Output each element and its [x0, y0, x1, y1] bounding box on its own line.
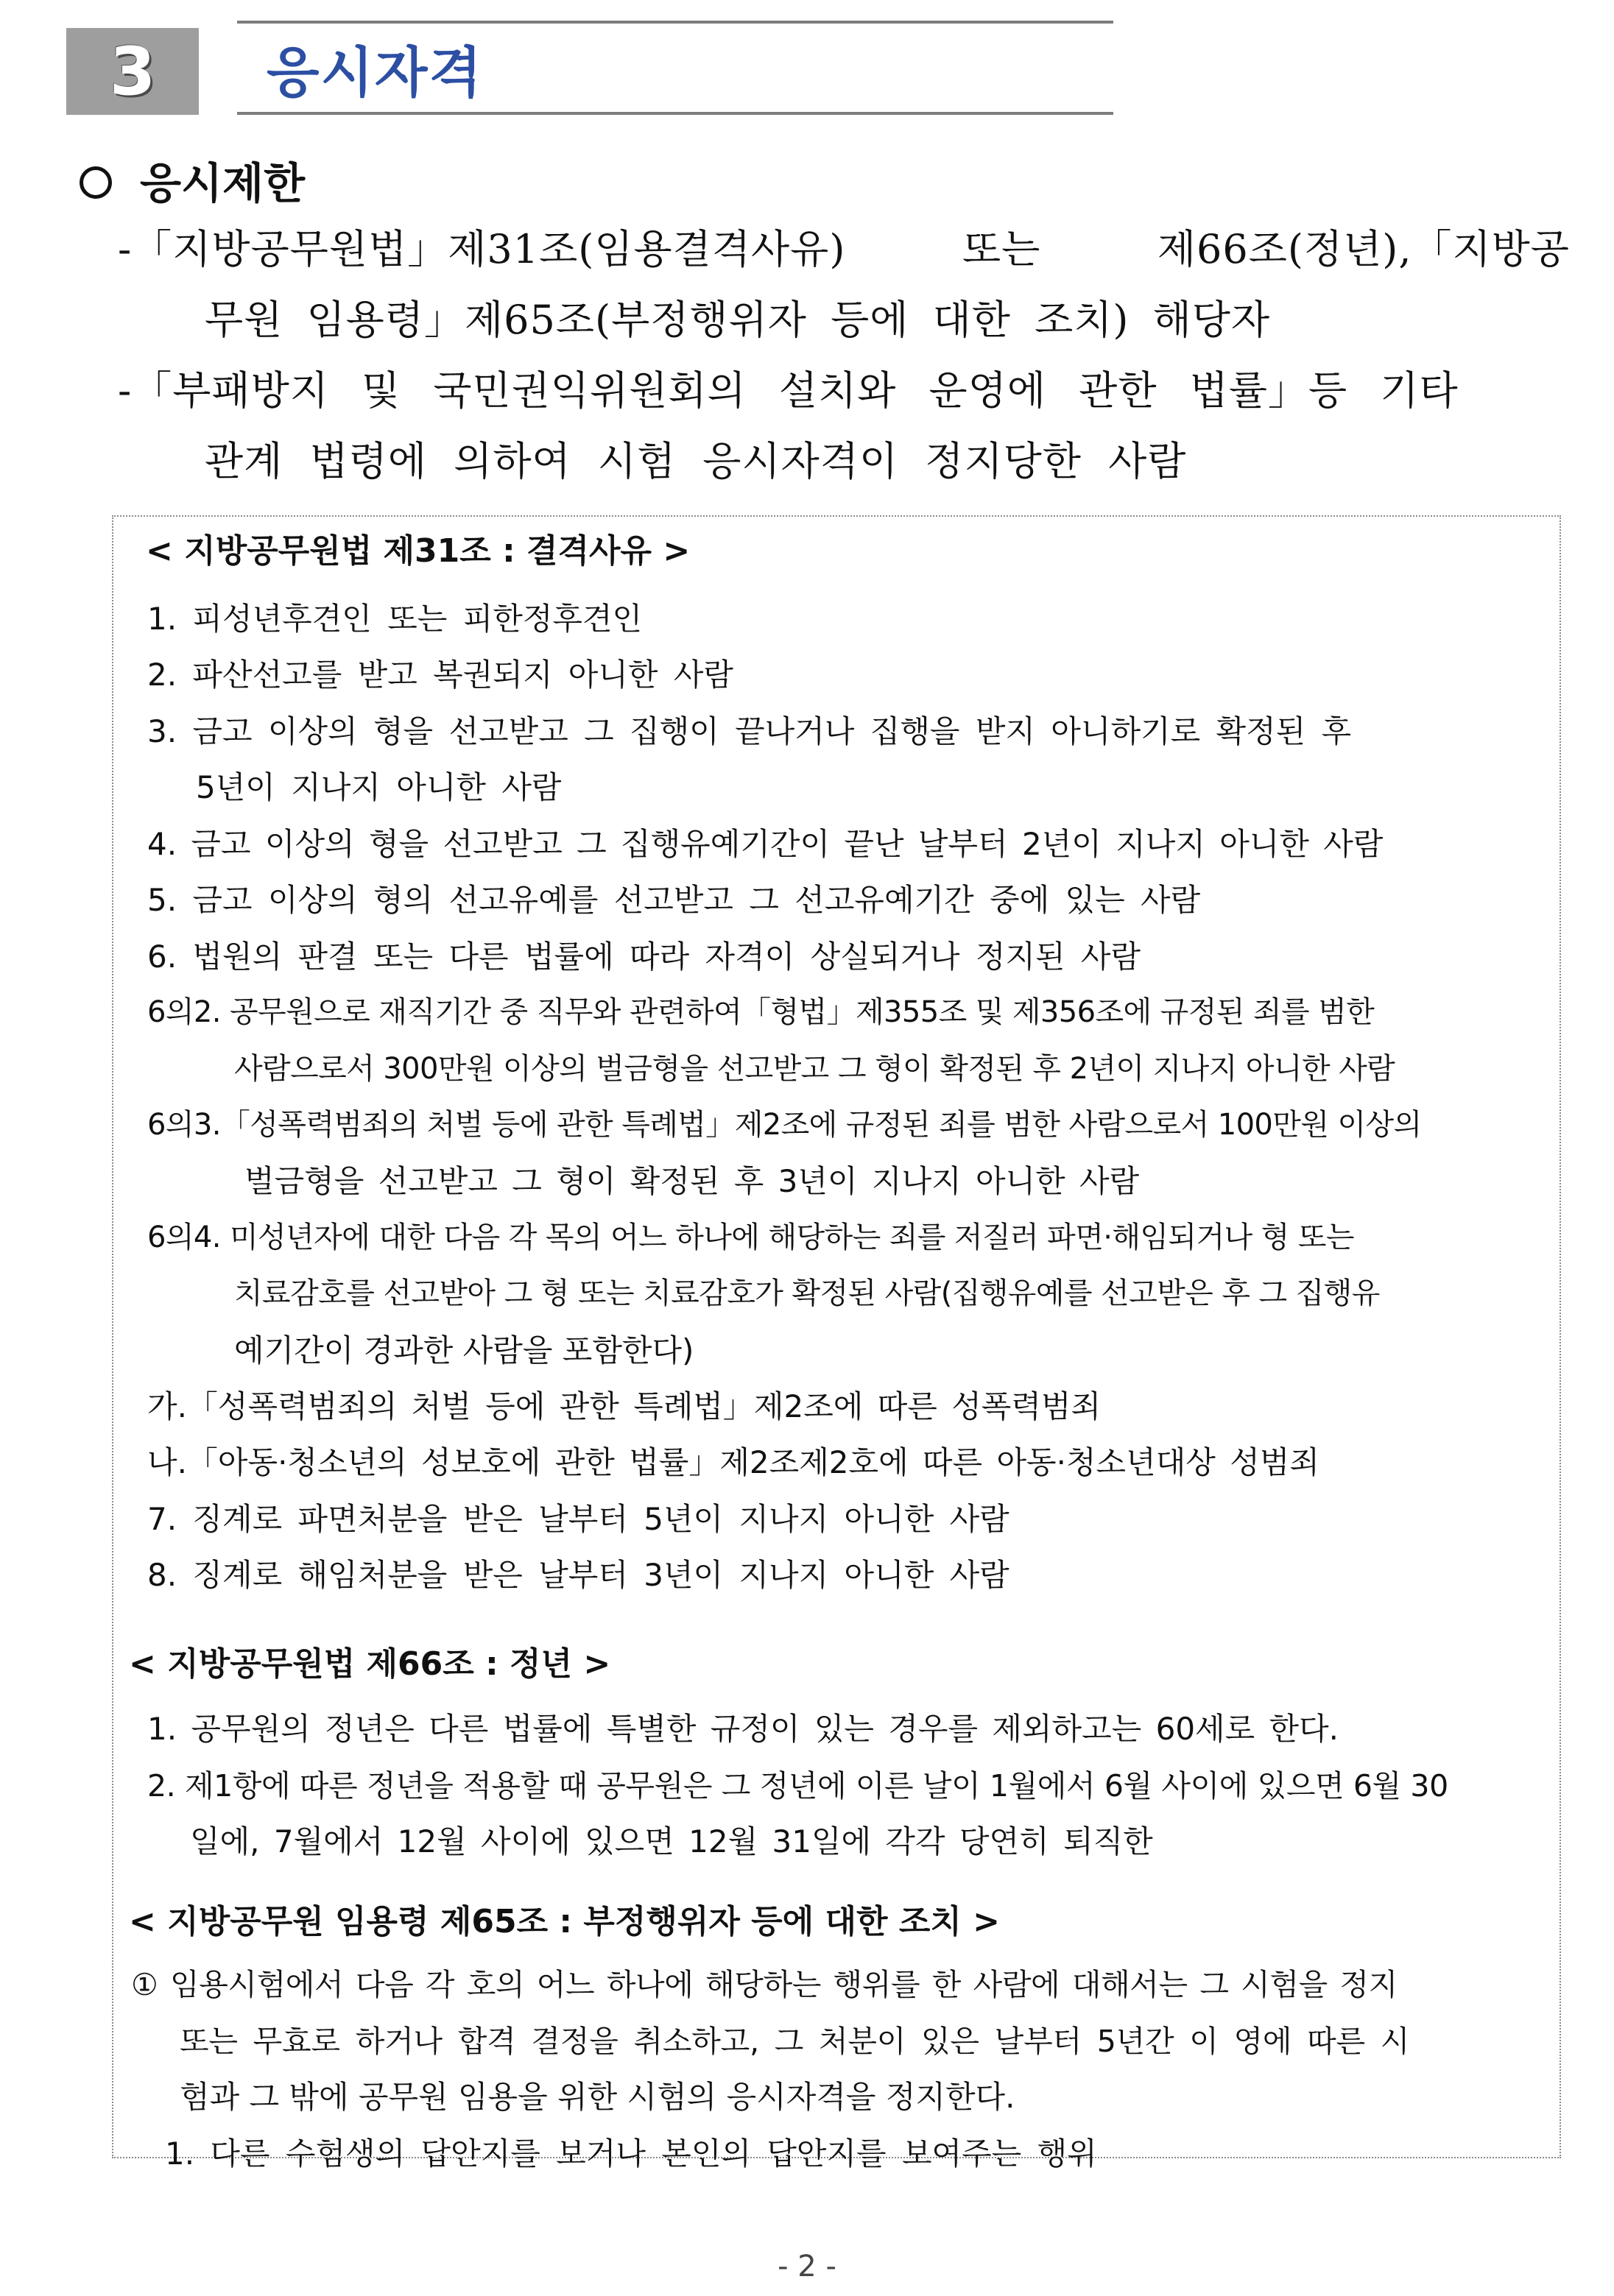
article-31-item: 6의4. 미성년자에 대한 다음 각 목의 어느 하나에 해당하는 죄를 저질러 파면·해임되거나 형 또는: [147, 1221, 1354, 1254]
restriction-line-1: [118, 218, 1570, 275]
decree-65-paragraph-cont: 험과 그 밖에 공무원 임용을 위한 시험의 응시자격을 정지한다.: [180, 2079, 1015, 2115]
article-31-subitem: 나.「아동·청소년의 성보호에 관한 법률」제2조제2호에 따른 아동·청소년대상 성범죄: [147, 1444, 1319, 1480]
decree-65-paragraph: ① 임용시험에서 다음 각 호의 어느 하나에 해당하는 행위를 한 사람에 대해서는 그 시험을 정지: [131, 1967, 1398, 2002]
page-number: - 2 -: [778, 2250, 836, 2283]
article-31-item: 4. 금고 이상의 형을 선고받고 그 집행유예기간이 끝난 날부터 2년이 지나지 아니한 사람: [147, 826, 1384, 862]
article-31-item: 6의2. 공무원으로 재직기간 중 직무와 관련하여「형법」제355조 및 제356조에 규정된 죄를 범한: [147, 995, 1375, 1029]
article-31-item: 5. 금고 이상의 형의 선고유예를 선고받고 그 선고유예기간 중에 있는 사람: [147, 882, 1201, 918]
article-31-item: 6의3.「성폭력범죄의 처벌 등에 관한 특례법」제2조에 규정된 죄를 범한 사람으로서 100만원 이상의: [147, 1108, 1422, 1142]
restriction-line-1-part-b: 또는: [962, 226, 1041, 272]
article-31-item: 3. 금고 이상의 형을 선고받고 그 집행이 끝나거나 집행을 받지 아니하기로 확정된 후: [147, 713, 1352, 749]
restriction-line-4: 관계 법령에 의하여 시험 응시자격이 정지당한 사람: [205, 438, 1187, 484]
header-rule-top: [237, 21, 1113, 24]
restriction-line-1-part-a: -「지방공무원법」제31조(임용결격사유): [118, 226, 846, 272]
article-31-item: 8. 징계로 해임처분을 받은 날부터 3년이 지나지 아니한 사람: [147, 1557, 1009, 1593]
article-31-title: < 지방공무원법 제31조 : 결격사유 >: [146, 532, 691, 570]
heading-text: 응시제한: [140, 158, 306, 208]
article-31-item: 6. 법원의 판결 또는 다른 법률에 따라 자격이 상실되거나 정지된 사람: [147, 939, 1141, 975]
article-66-item: 2. 제1항에 따른 정년을 적용할 때 공무원은 그 정년에 이른 날이 1월에서 6월 사이에 있으면 6월 30: [147, 1768, 1448, 1804]
restriction-line-1-part-c: 제66조(정년),「지방공: [1157, 226, 1570, 272]
decree-65-item: 1. 다른 수험생의 답안지를 보거나 본인의 답안지를 보여주는 행위: [165, 2136, 1097, 2172]
article-31-item-cont: 치료감호를 선고받아 그 형 또는 치료감호가 확정된 사람(집행유예를 선고받은 후 그 집행유: [234, 1276, 1380, 1310]
restriction-line-2: 무원 임용령」제65조(부정행위자 등에 대한 조치) 해당자: [205, 297, 1271, 343]
section-title: 응시자격: [267, 41, 483, 105]
article-31-item-cont: 예기간이 경과한 사람을 포함한다): [234, 1332, 694, 1368]
article-31-item: 1. 피성년후견인 또는 피한정후견인: [147, 601, 643, 637]
article-66-title: < 지방공무원법 제66조 : 정년 >: [129, 1645, 611, 1683]
article-66-item: 1. 공무원의 정년은 다른 법률에 특별한 규정이 있는 경우를 제외하고는 60세로 한다.: [147, 1711, 1339, 1747]
article-66-item-cont: 일에, 7월에서 12월 사이에 있으면 12월 31일에 각각 당연히 퇴직한: [190, 1823, 1153, 1859]
article-31-item: 2. 파산선고를 받고 복권되지 아니한 사람: [147, 657, 733, 693]
header-rule-bottom: [237, 112, 1113, 115]
section-number-box: [66, 28, 199, 115]
decree-65-title: < 지방공무원 임용령 제65조 : 부정행위자 등에 대한 조치 >: [129, 1903, 1001, 1940]
restriction-line-3: -「부패방지 및 국민권익위원회의 설치와 운영에 관한 법률」등 기타: [118, 367, 1459, 414]
article-31-item-cont: 5년이 지나지 아니한 사람: [196, 769, 562, 805]
article-31-subitem: 가.「성폭력범죄의 처벌 등에 관한 특례법」제2조에 따른 성폭력범죄: [147, 1388, 1102, 1424]
subsection-heading: [80, 149, 305, 211]
article-31-item-cont: 벌금형을 선고받고 그 형이 확정된 후 3년이 지나지 아니한 사람: [244, 1163, 1140, 1199]
section-number: 3: [109, 32, 156, 110]
decree-65-paragraph-cont: 또는 무효로 하거나 합격 결정을 취소하고, 그 처분이 있은 날부터 5년간 이 영에 따른 시: [180, 2024, 1410, 2059]
article-31-item-cont: 사람으로서 300만원 이상의 벌금형을 선고받고 그 형이 확정된 후 2년이 지나지 아니한 사람: [234, 1052, 1395, 1086]
circle-bullet-icon: [80, 166, 112, 199]
article-31-item: 7. 징계로 파면처분을 받은 날부터 5년이 지나지 아니한 사람: [147, 1501, 1009, 1537]
